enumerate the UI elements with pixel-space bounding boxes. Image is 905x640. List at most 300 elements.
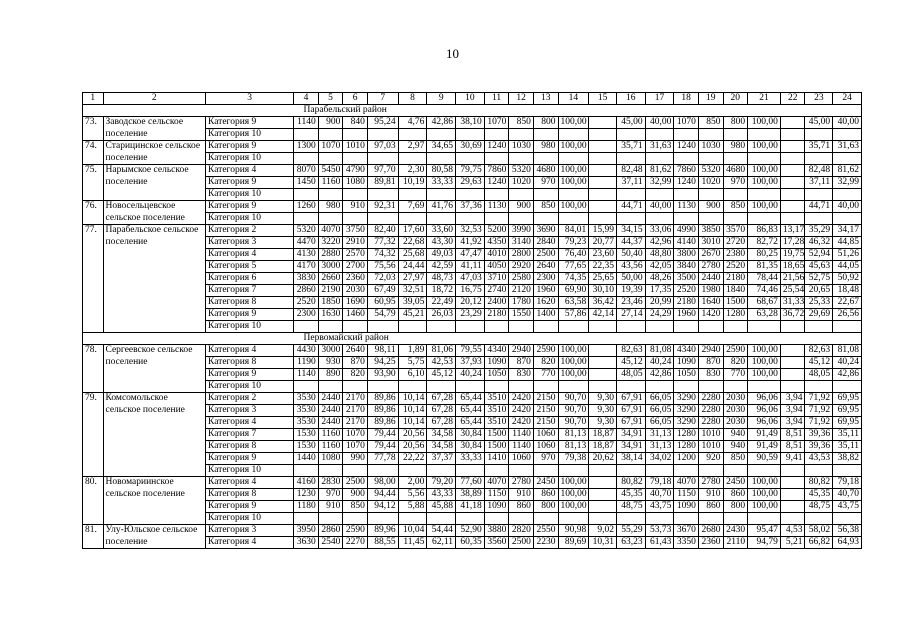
data-cell [723, 465, 748, 477]
data-cell: 79,55 [456, 345, 485, 357]
data-cell: 970 [533, 177, 558, 189]
data-cell: 1240 [484, 141, 509, 153]
data-cell: 55,29 [616, 525, 645, 537]
data-cell: 770 [723, 369, 748, 381]
entry-number: 73. [83, 117, 104, 141]
data-cell: 2280 [698, 405, 723, 417]
data-cell [698, 513, 723, 525]
data-cell [343, 465, 368, 477]
data-cell: 1070 [343, 429, 368, 441]
data-cell: 4680 [723, 165, 748, 177]
data-cell [367, 513, 398, 525]
data-cell: 10,14 [398, 393, 427, 405]
data-cell [833, 465, 862, 477]
table-row [83, 141, 862, 153]
data-cell [748, 153, 781, 165]
data-cell: 100,00 [748, 141, 781, 153]
data-cell: 100,00 [558, 165, 589, 177]
data-cell: 920 [698, 453, 723, 465]
data-cell [748, 465, 781, 477]
data-cell: 40,24 [645, 357, 674, 369]
data-cell: 7860 [674, 165, 699, 177]
data-cell: 3530 [294, 417, 319, 429]
data-cell [318, 321, 343, 333]
data-cell: 1160 [318, 429, 343, 441]
data-cell: 1150 [484, 489, 509, 501]
data-cell: 3140 [509, 237, 534, 249]
data-cell: 68,67 [748, 297, 781, 309]
data-cell: 1240 [674, 177, 699, 189]
data-cell: 63,23 [616, 537, 645, 549]
data-cell: 5,88 [398, 501, 427, 513]
data-cell: 2780 [698, 477, 723, 489]
data-cell [780, 501, 805, 513]
data-cell: 2030 [723, 405, 748, 417]
data-cell: 22,35 [589, 261, 617, 273]
data-cell: 54,79 [367, 309, 398, 321]
data-cell: 30,10 [589, 285, 617, 297]
data-cell: 54,44 [427, 525, 456, 537]
table-row [83, 393, 862, 405]
district-cell-blank [83, 333, 104, 345]
data-cell: 4350 [484, 237, 509, 249]
data-cell: 32,51 [398, 285, 427, 297]
data-cell [780, 345, 805, 357]
data-cell: 940 [723, 429, 748, 441]
category-label: Категория 10 [206, 513, 294, 525]
data-cell [398, 153, 427, 165]
data-cell [616, 465, 645, 477]
table-row [83, 117, 862, 129]
data-cell [833, 381, 862, 393]
data-cell: 5,21 [780, 537, 805, 549]
data-cell: 4470 [294, 237, 319, 249]
data-cell: 2150 [533, 417, 558, 429]
data-cell: 1530 [294, 429, 319, 441]
data-cell [456, 153, 485, 165]
data-cell: 3560 [484, 537, 509, 549]
data-cell: 20,65 [805, 285, 833, 297]
data-cell: 61,43 [645, 537, 674, 549]
data-cell [533, 189, 558, 201]
data-cell [589, 141, 617, 153]
data-cell: 38,14 [616, 453, 645, 465]
data-cell: 3950 [294, 525, 319, 537]
data-cell: 80,25 [748, 249, 781, 261]
settlement-name: Комсомольское сельское поселение [103, 393, 206, 477]
data-cell: 1410 [484, 453, 509, 465]
data-cell: 2570 [343, 249, 368, 261]
data-cell: 40,00 [645, 201, 674, 213]
category-label: Категория 9 [206, 309, 294, 321]
data-cell [780, 177, 805, 189]
data-cell: 2440 [698, 273, 723, 285]
data-cell: 67,28 [427, 405, 456, 417]
data-cell: 2030 [343, 285, 368, 297]
data-cell: 2,30 [398, 165, 427, 177]
data-cell [780, 321, 805, 333]
data-cell: 17,28 [780, 237, 805, 249]
data-cell [427, 381, 456, 393]
data-cell: 18,87 [589, 441, 617, 453]
data-cell: 35,11 [833, 429, 862, 441]
data-cell: 67,28 [427, 393, 456, 405]
data-cell [589, 501, 617, 513]
data-cell: 19,75 [780, 249, 805, 261]
data-cell: 860 [723, 489, 748, 501]
data-cell: 1010 [698, 429, 723, 441]
data-cell: 100,00 [748, 369, 781, 381]
data-cell [318, 189, 343, 201]
data-cell [398, 513, 427, 525]
data-cell: 18,48 [833, 285, 862, 297]
data-cell: 82,48 [616, 165, 645, 177]
data-cell: 45,12 [616, 357, 645, 369]
data-cell: 3290 [674, 417, 699, 429]
data-cell: 850 [509, 117, 534, 129]
data-cell: 13,17 [780, 225, 805, 237]
data-cell: 32,53 [456, 225, 485, 237]
data-cell [780, 381, 805, 393]
column-header: 5 [318, 93, 343, 105]
data-cell: 870 [698, 357, 723, 369]
data-cell: 2,97 [398, 141, 427, 153]
data-cell: 4990 [674, 225, 699, 237]
data-cell [780, 201, 805, 213]
category-label: Категория 5 [206, 261, 294, 273]
data-cell: 94,25 [367, 357, 398, 369]
data-cell: 37,36 [456, 201, 485, 213]
column-header: 18 [674, 93, 699, 105]
data-cell: 48,75 [805, 501, 833, 513]
data-cell: 800 [533, 117, 558, 129]
data-cell: 75,56 [367, 261, 398, 273]
data-cell [674, 213, 699, 225]
data-table-container [82, 92, 862, 549]
data-cell [780, 513, 805, 525]
data-cell [427, 513, 456, 525]
page-number: 10 [446, 46, 459, 61]
data-cell [616, 189, 645, 201]
data-cell: 10,19 [398, 177, 427, 189]
category-label: Категория 9 [206, 141, 294, 153]
data-cell [343, 381, 368, 393]
data-cell: 37,37 [427, 453, 456, 465]
data-cell: 18,87 [589, 429, 617, 441]
data-cell [805, 129, 833, 141]
data-cell: 90,70 [558, 405, 589, 417]
data-cell: 27,14 [616, 309, 645, 321]
data-table [82, 92, 862, 549]
data-cell: 2590 [723, 345, 748, 357]
data-cell [780, 477, 805, 489]
data-cell: 69,95 [833, 405, 862, 417]
data-cell: 41,92 [456, 237, 485, 249]
data-cell: 3000 [318, 261, 343, 273]
data-cell: 40,70 [645, 489, 674, 501]
data-cell: 43,30 [427, 237, 456, 249]
data-cell: 2180 [484, 309, 509, 321]
data-cell: 4070 [674, 477, 699, 489]
data-cell [367, 129, 398, 141]
data-cell: 45,35 [805, 489, 833, 501]
data-cell: 2170 [343, 393, 368, 405]
data-cell [748, 129, 781, 141]
data-cell [484, 513, 509, 525]
data-cell [723, 381, 748, 393]
data-cell: 2860 [318, 525, 343, 537]
settlement-name: Нарымское сельское поселение [103, 165, 206, 201]
data-cell: 100,00 [558, 117, 589, 129]
data-cell: 44,85 [833, 237, 862, 249]
data-cell: 18,65 [780, 261, 805, 273]
data-cell [343, 153, 368, 165]
data-cell: 79,38 [558, 453, 589, 465]
data-cell [484, 153, 509, 165]
data-cell: 10,31 [589, 537, 617, 549]
data-cell: 970 [723, 177, 748, 189]
data-cell [780, 369, 805, 381]
data-cell: 8070 [294, 165, 319, 177]
data-cell: 98,11 [367, 345, 398, 357]
data-cell [645, 153, 674, 165]
data-cell: 4050 [484, 261, 509, 273]
data-cell: 92,31 [367, 201, 398, 213]
data-cell: 2830 [318, 477, 343, 489]
data-cell: 45,35 [616, 489, 645, 501]
data-cell [805, 153, 833, 165]
category-label: Категория 4 [206, 537, 294, 549]
data-cell: 1060 [533, 441, 558, 453]
data-cell: 45,12 [427, 369, 456, 381]
data-cell: 37,11 [805, 177, 833, 189]
data-cell: 42,86 [833, 369, 862, 381]
data-cell [589, 489, 617, 501]
data-cell: 22,67 [833, 297, 862, 309]
data-cell: 820 [343, 369, 368, 381]
data-cell: 77,60 [456, 477, 485, 489]
district-cell-blank [398, 333, 861, 345]
data-cell [723, 153, 748, 165]
data-cell: 3510 [484, 405, 509, 417]
entry-number: 74. [83, 141, 104, 165]
data-cell: 3530 [294, 393, 319, 405]
data-cell [343, 513, 368, 525]
data-cell [398, 213, 427, 225]
data-cell: 3000 [318, 345, 343, 357]
category-label: Категория 4 [206, 417, 294, 429]
data-cell: 80,82 [616, 477, 645, 489]
data-cell: 3290 [674, 393, 699, 405]
data-cell: 2030 [723, 417, 748, 429]
column-header: 4 [294, 93, 319, 105]
data-cell: 9,02 [589, 525, 617, 537]
data-cell: 74,32 [367, 249, 398, 261]
data-cell: 66,05 [645, 393, 674, 405]
data-cell: 77,78 [367, 453, 398, 465]
data-cell [723, 321, 748, 333]
data-cell: 3850 [698, 225, 723, 237]
data-cell [833, 153, 862, 165]
district-cell-blank [398, 105, 861, 117]
data-cell: 2280 [698, 393, 723, 405]
data-cell: 35,71 [616, 141, 645, 153]
entry-number: 76. [83, 201, 104, 225]
data-cell: 52,94 [805, 249, 833, 261]
data-cell: 1690 [343, 297, 368, 309]
column-header: 17 [645, 93, 674, 105]
data-cell: 32,99 [833, 177, 862, 189]
data-cell: 820 [533, 357, 558, 369]
data-cell: 2170 [343, 417, 368, 429]
data-cell: 44,37 [616, 237, 645, 249]
data-cell: 7860 [484, 165, 509, 177]
data-cell: 43,75 [833, 501, 862, 513]
data-cell: 29,69 [805, 309, 833, 321]
data-cell [645, 381, 674, 393]
data-cell [698, 321, 723, 333]
data-cell: 10,04 [398, 525, 427, 537]
data-cell [589, 201, 617, 213]
data-cell: 52,90 [456, 525, 485, 537]
data-cell: 79,20 [427, 477, 456, 489]
data-cell: 81,08 [833, 345, 862, 357]
data-cell: 20,56 [398, 441, 427, 453]
data-cell [589, 165, 617, 177]
data-cell: 100,00 [558, 369, 589, 381]
category-label: Категория 10 [206, 189, 294, 201]
data-cell [343, 129, 368, 141]
data-cell: 1960 [533, 285, 558, 297]
data-cell: 100,00 [748, 501, 781, 513]
column-header: 3 [206, 93, 294, 105]
data-cell: 900 [318, 117, 343, 129]
data-cell: 930 [318, 357, 343, 369]
data-cell: 39,36 [805, 441, 833, 453]
data-cell: 3,94 [780, 417, 805, 429]
data-cell: 50,00 [616, 273, 645, 285]
data-cell: 800 [723, 501, 748, 513]
data-cell: 900 [509, 201, 534, 213]
data-cell: 4170 [294, 261, 319, 273]
data-cell: 1200 [674, 453, 699, 465]
data-cell [343, 321, 368, 333]
data-cell [294, 381, 319, 393]
data-cell: 90,59 [748, 453, 781, 465]
data-cell: 34,91 [616, 441, 645, 453]
data-cell: 910 [509, 489, 534, 501]
data-cell: 100,00 [558, 345, 589, 357]
data-cell: 9,41 [780, 453, 805, 465]
data-cell [456, 189, 485, 201]
data-cell [533, 213, 558, 225]
data-cell [674, 153, 699, 165]
data-cell [509, 513, 534, 525]
data-cell: 2440 [318, 405, 343, 417]
data-cell: 1130 [484, 201, 509, 213]
data-cell [589, 381, 617, 393]
data-cell: 49,03 [427, 249, 456, 261]
data-cell: 3800 [674, 249, 699, 261]
data-cell: 9,30 [589, 405, 617, 417]
data-cell [805, 465, 833, 477]
data-cell: 1090 [484, 357, 509, 369]
data-cell: 3570 [723, 225, 748, 237]
data-cell: 94,44 [367, 489, 398, 501]
data-cell: 20,99 [645, 297, 674, 309]
data-cell: 1980 [698, 285, 723, 297]
category-label: Категория 9 [206, 501, 294, 513]
data-cell: 66,05 [645, 405, 674, 417]
data-cell: 4010 [484, 249, 509, 261]
data-cell: 1280 [723, 309, 748, 321]
data-cell: 45,12 [805, 357, 833, 369]
data-cell: 940 [723, 441, 748, 453]
data-cell: 60,95 [367, 297, 398, 309]
data-cell: 3670 [674, 525, 699, 537]
data-cell: 67,91 [616, 393, 645, 405]
data-cell [589, 117, 617, 129]
data-cell: 2940 [698, 345, 723, 357]
data-cell: 35,29 [805, 225, 833, 237]
data-cell [558, 213, 589, 225]
data-cell: 44,71 [616, 201, 645, 213]
data-cell [484, 381, 509, 393]
data-cell [723, 189, 748, 201]
data-cell: 4070 [318, 225, 343, 237]
data-cell: 22,49 [427, 297, 456, 309]
data-cell: 2720 [723, 237, 748, 249]
category-label: Категория 4 [206, 165, 294, 177]
data-cell [589, 153, 617, 165]
data-cell: 850 [723, 201, 748, 213]
data-cell [294, 153, 319, 165]
data-cell: 81,06 [427, 345, 456, 357]
data-cell [723, 213, 748, 225]
data-cell: 3220 [318, 237, 343, 249]
data-cell: 31,13 [645, 441, 674, 453]
data-cell [558, 129, 589, 141]
data-cell: 67,28 [427, 417, 456, 429]
data-cell [343, 189, 368, 201]
data-cell: 2300 [294, 309, 319, 321]
data-cell: 2860 [294, 285, 319, 297]
data-cell: 25,33 [805, 297, 833, 309]
data-cell: 3750 [343, 225, 368, 237]
data-cell [674, 321, 699, 333]
data-cell: 96,06 [748, 405, 781, 417]
data-cell: 770 [533, 369, 558, 381]
data-cell [509, 189, 534, 201]
data-cell: 48,73 [427, 273, 456, 285]
data-cell [674, 189, 699, 201]
data-cell [367, 153, 398, 165]
settlement-name: Сергеевское сельское поселение [103, 345, 206, 393]
district-cell-blank [103, 105, 206, 117]
category-label: Категория 10 [206, 321, 294, 333]
data-cell: 48,05 [805, 369, 833, 381]
data-cell: 5200 [484, 225, 509, 237]
category-label: Категория 8 [206, 489, 294, 501]
category-label: Категория 2 [206, 225, 294, 237]
data-cell [780, 465, 805, 477]
data-cell: 67,91 [616, 405, 645, 417]
data-cell: 42,53 [427, 357, 456, 369]
data-cell [589, 465, 617, 477]
data-cell: 970 [318, 489, 343, 501]
data-cell: 24,29 [645, 309, 674, 321]
data-cell [805, 189, 833, 201]
